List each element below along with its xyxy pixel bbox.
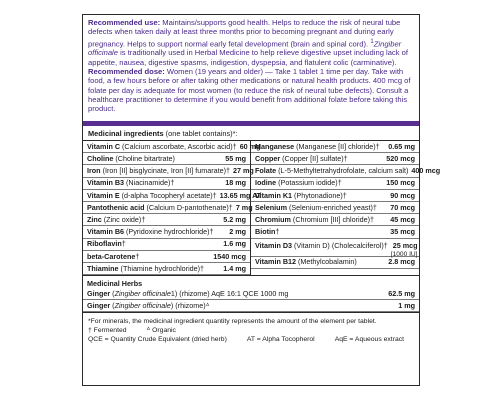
ingredient-source: (Niacinamide)† [124, 178, 175, 188]
ingredient-name: Chromium [255, 214, 291, 224]
ingredient-amount-cell [387, 227, 415, 237]
ingredient-amount: 2.8 mcg [388, 257, 415, 267]
ingredient-name: Vitamin K1 [255, 190, 293, 200]
recommended-use-text: Maintains/supports good health. Helps to reduce the risk of neural tube defects when taken daily at least three months prior to becoming pregnant and during early pregnancy. Helps to support normal early fetal development (brain and spinal cord). [88, 18, 401, 49]
footnote-qce: QCE = Quantity Crude Equivalent (dried herb) [88, 336, 227, 344]
ingredient-source: (Calcium ascorbate, Ascorbic acid)† [120, 141, 237, 151]
herb-desc-post: 1) (rhizome) AqE 16:1 QCE 1000 mg [170, 289, 289, 299]
ingredients-table [83, 141, 441, 275]
ingredient-name-cell [87, 215, 145, 225]
ingredient-amount-cell [222, 178, 246, 188]
herb-latin-name: Zingiber officinale [114, 301, 171, 311]
ingredients-title: Medicinal ingredients [88, 129, 164, 138]
ingredient-name-cell [87, 178, 174, 188]
ingredient-amount-cell [408, 166, 440, 176]
ingredient-row [251, 257, 419, 269]
herb-name-cell [87, 301, 210, 310]
ingredient-name: Selenium [255, 202, 287, 212]
ingredient-name-cell [87, 203, 233, 213]
ingredient-name-cell [255, 215, 374, 225]
herb-desc-pre: ( [110, 301, 115, 311]
ingredient-row [251, 141, 419, 153]
ingredient-amount-cell [210, 252, 246, 262]
ingredient-name: beta-Carotene [87, 251, 136, 261]
ingredient-amount: 60 mg [239, 141, 261, 151]
ingredient-row [83, 251, 250, 263]
ingredient-name-cell [87, 239, 126, 249]
footnote-fermented: † Fermented [88, 327, 127, 335]
herbs-title: Medicinal Herbs [87, 279, 143, 289]
ingredient-name-cell [87, 154, 175, 164]
ingredients-left-column [83, 141, 262, 275]
ingredient-row [83, 153, 250, 165]
ingredient-name-cell [87, 191, 217, 201]
herb-amount: 1 mg [398, 301, 415, 311]
ingredient-name-cell [255, 191, 347, 201]
herb-desc-post: ) (rhizome)ᐞ [170, 301, 210, 311]
ingredient-name-cell [255, 178, 342, 188]
ingredient-name: Vitamin B12 [255, 257, 297, 267]
ingredient-amount-cell [226, 227, 246, 237]
ingredient-row [83, 178, 250, 190]
ingredient-name-cell [255, 166, 408, 176]
ingredient-source: † [135, 251, 140, 261]
zingiber-note-italic: Zingiber officinale [88, 39, 402, 58]
ingredient-amount-cell [222, 154, 246, 164]
ingredient-amount: 55 mg [225, 154, 246, 164]
ingredient-amount-cell [383, 154, 415, 164]
ingredient-row [251, 202, 419, 214]
ingredient-source: (Phytonadione)† [292, 190, 347, 200]
ingredient-name-cell [255, 241, 388, 251]
ingredient-amount-cell [385, 257, 415, 267]
ingredient-source: (Methylcobalamin) [296, 257, 357, 267]
ingredient-amount-cell [385, 142, 415, 152]
herb-name: Ginger [87, 289, 111, 299]
ingredient-row [251, 178, 419, 190]
ingredient-amount: 7 mg [235, 202, 253, 212]
ingredient-amount-sub: [1000 IU] [390, 251, 418, 258]
ingredient-row [83, 190, 262, 202]
ingredient-row [251, 214, 419, 226]
ingredient-name: Biotin [255, 227, 276, 237]
ingredient-source: (Copper [II] sulfate)† [280, 154, 348, 164]
herbs-section [83, 275, 419, 312]
ingredient-name: Vitamin B3 [87, 178, 125, 188]
recommended-use-label: Recommended use: [88, 18, 161, 27]
ingredient-source: (Thiamine hydrochloride)† [118, 263, 205, 273]
ingredient-name: Vitamin C [87, 141, 121, 151]
ingredient-name-cell [87, 142, 237, 152]
herb-desc-pre: ( [110, 289, 115, 299]
ingredient-amount: 35 mcg [390, 227, 415, 237]
ingredient-name: Choline [87, 154, 114, 164]
ingredient-amount: 18 mg [225, 178, 246, 188]
ingredient-amount-cell [220, 215, 246, 225]
herbs-list [83, 288, 419, 312]
herb-latin-name: Zingiber officinale [114, 289, 171, 299]
ingredient-amount-cell [383, 178, 415, 188]
ingredients-subtitle: (one tablet contains)*: [163, 129, 238, 138]
ingredient-row [83, 202, 253, 214]
ingredient-row [251, 190, 419, 202]
footnotes-section [83, 312, 419, 349]
ingredient-amount: 45 mcg [390, 214, 415, 224]
ingredient-amount: 1540 mcg [213, 251, 246, 261]
ingredient-name: Thiamine [87, 263, 119, 273]
ingredient-amount: 27 mg [233, 166, 254, 176]
dose-paragraph [88, 67, 414, 113]
footnote-symbols [88, 326, 414, 335]
ingredient-source: (Choline bitartrate) [113, 154, 175, 164]
ingredient-source: † [275, 227, 280, 237]
ingredient-name: Copper [255, 154, 281, 164]
zingiber-note-text: is traditionally used in Herbal Medicine to help relieve digestive upset including lack of appetite, nausea, digestive spasms, indigestion, dyspepsia, and flatulent colic (carminative). [88, 48, 408, 67]
ingredient-name-cell [87, 166, 230, 176]
herb-amount: 62.5 mg [388, 289, 415, 299]
ingredient-amount: 70 mcg [390, 202, 415, 212]
ingredient-source: † [121, 239, 126, 249]
ingredient-name-cell [255, 203, 377, 213]
footnote-aqe: AqE = Aqueous extract [334, 336, 405, 344]
ingredient-amount: 13.65 mg AT [219, 190, 262, 200]
herb-row [83, 288, 419, 300]
ingredient-amount-cell [387, 191, 415, 201]
ingredient-name-cell [87, 252, 139, 262]
ingredient-name-cell [255, 257, 357, 267]
ingredient-amount: 0.65 mg [388, 141, 415, 151]
zingiber-note-sup: 1 [370, 37, 374, 45]
ingredient-name-cell [87, 264, 204, 274]
ingredient-source: (d-alpha Tocopheryl acetate)† [119, 190, 217, 200]
usage-section [83, 15, 419, 121]
ingredient-source: (Pyridoxine hydrochloride)† [124, 227, 214, 237]
ingredient-row [83, 239, 250, 251]
ingredient-source: (Calcium D-pantothenate)† [144, 202, 233, 212]
ingredient-source: (Zinc oxide)† [101, 214, 146, 224]
ingredient-row [83, 165, 254, 177]
footnote-at: AT = Alpha Tocopherol [246, 336, 315, 344]
ingredient-source: (Manganese [II] chloride)† [294, 141, 380, 151]
herb-name: Ginger [87, 301, 111, 311]
herb-row [83, 300, 419, 312]
footnote-minerals: *For minerals, the medicinal ingredient quantity represents the amount of the element per tablet. [88, 318, 377, 326]
ingredient-source: (Iron [II] bisglycinate, Iron [II] fumarate)† [100, 166, 231, 176]
ingredient-name: Iron [87, 166, 101, 176]
ingredient-row [251, 239, 419, 257]
supplement-label [82, 14, 441, 386]
ingredient-amount: 520 mcg [386, 154, 415, 164]
ingredients-heading [83, 126, 419, 141]
ingredient-amount: 25 mcg [392, 240, 418, 250]
ingredient-source: (L-5-Methyltetrahydrofolate, calcium salt) [276, 166, 409, 176]
ingredient-name-cell [255, 154, 348, 164]
ingredient-name: Iodine [255, 178, 277, 188]
ingredient-amount-cell [220, 264, 246, 274]
usage-paragraph [88, 18, 414, 67]
ingredient-name: Vitamin E [87, 190, 120, 200]
ingredient-source: (Chromium [III] chloride)† [290, 214, 375, 224]
ingredient-amount: 5.2 mg [223, 214, 246, 224]
ingredient-amount-cell [233, 203, 253, 213]
ingredient-amount: 1.4 mg [223, 263, 246, 273]
ingredient-name: Pantothenic acid [87, 202, 145, 212]
ingredient-name: Riboflavin [87, 239, 122, 249]
ingredient-name: Zinc [87, 214, 102, 224]
ingredient-name-cell [255, 142, 380, 152]
ingredient-amount: 90 mcg [390, 190, 415, 200]
herb-name-cell [87, 289, 288, 298]
ingredient-source: (Potassium iodide)† [276, 178, 342, 188]
ingredient-name: Folate [255, 166, 277, 176]
ingredient-name: Vitamin B6 [87, 227, 125, 237]
ingredient-source: (Vitamin D) (Cholecalciferol)† [292, 240, 388, 250]
ingredient-name: Vitamin D3 [255, 240, 293, 250]
ingredient-row [83, 141, 261, 153]
ingredients-right-column [251, 141, 441, 275]
recommended-dose-label: Recommended dose: [88, 67, 165, 77]
ingredient-source: (Selenium-enriched yeast)† [286, 202, 377, 212]
recommended-dose-text: Women (19 years and older) — Take 1 tablet 1 time per day. Take with food, a few hours before or after taking other medications or natural health products. 400 mcg of folate per day is adequate for most women (to reduce the risk of neural tube defects). Consult a healthcare practitioner to determine if you would benefit from additional folate before taking this product. [88, 67, 411, 114]
ingredient-row [251, 153, 419, 165]
ingredient-amount: 1.6 mg [223, 239, 246, 249]
ingredient-amount: 150 mcg [386, 178, 415, 188]
footnote-abbreviations [88, 335, 414, 344]
footnote-organic: ᐞ Organic [146, 327, 176, 335]
ingredient-amount-cell [387, 215, 415, 225]
ingredient-amount-cell [220, 239, 246, 249]
ingredient-name: Manganese [255, 141, 295, 151]
ingredient-row [251, 165, 441, 177]
ingredient-amount-cell [387, 203, 415, 213]
ingredient-row [83, 214, 250, 226]
ingredient-amount: 400 mcg [411, 166, 441, 176]
ingredient-name-cell [255, 227, 279, 237]
ingredient-amount: 2 mg [229, 227, 246, 237]
ingredient-row [83, 226, 250, 238]
ingredient-row [251, 226, 419, 238]
ingredient-name-cell [87, 227, 214, 237]
ingredient-row [83, 263, 250, 275]
